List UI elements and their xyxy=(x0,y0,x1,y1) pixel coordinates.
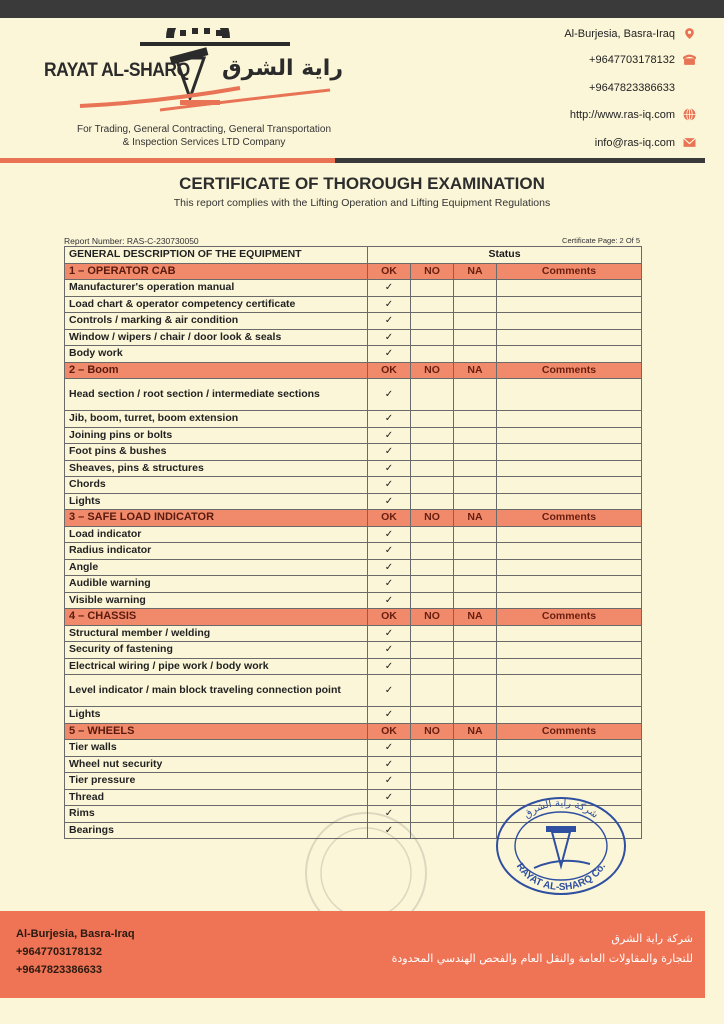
na-cell xyxy=(454,526,497,543)
no-cell xyxy=(411,460,454,477)
table-row xyxy=(65,411,642,428)
report-number: Report Number: RAS-C-230730050 xyxy=(64,236,199,246)
na-cell xyxy=(454,493,497,510)
na-cell xyxy=(454,346,497,363)
comments-cell xyxy=(497,658,642,675)
table-row xyxy=(65,313,642,330)
table-row xyxy=(65,740,642,757)
no-cell xyxy=(411,559,454,576)
no-cell xyxy=(411,444,454,461)
table-row xyxy=(65,329,642,346)
no-cell xyxy=(411,526,454,543)
ok-checkmark: ✓ xyxy=(368,642,411,659)
ok-checkmark: ✓ xyxy=(368,658,411,675)
section-header-row xyxy=(65,723,642,740)
company-seal-stamp xyxy=(494,796,628,896)
table-row xyxy=(65,625,642,642)
no-cell xyxy=(411,658,454,675)
general-description-header: GENERAL DESCRIPTION OF THE EQUIPMENT xyxy=(65,247,368,264)
no-cell xyxy=(411,477,454,494)
comments-cell xyxy=(497,313,642,330)
ok-checkmark: ✓ xyxy=(368,756,411,773)
no-cell xyxy=(411,296,454,313)
footer-ar-line-2: للتجارة والمقاولات العامة والنقل العام والفحص الهندسي المحدودة xyxy=(391,952,693,965)
ok-column-header: OK xyxy=(368,510,411,527)
section-title: 3 – SAFE LOAD INDICATOR xyxy=(65,510,368,527)
item-description: Joining pins or bolts xyxy=(65,427,368,444)
company-tagline-2: & Inspection Services LTD Company xyxy=(122,137,286,148)
item-description: Structural member / welding xyxy=(65,625,368,642)
mail-icon xyxy=(683,136,696,149)
table-row xyxy=(65,576,642,593)
comments-cell xyxy=(497,559,642,576)
contact-email[interactable]: info@ras-iq.com xyxy=(595,136,696,149)
ok-checkmark: ✓ xyxy=(368,806,411,823)
na-cell xyxy=(454,313,497,330)
na-cell xyxy=(454,296,497,313)
na-cell xyxy=(454,543,497,560)
item-description: Security of fastening xyxy=(65,642,368,659)
comments-cell xyxy=(497,526,642,543)
table-row xyxy=(65,493,642,510)
na-cell xyxy=(454,658,497,675)
table-row xyxy=(65,477,642,494)
na-cell xyxy=(454,740,497,757)
table-row xyxy=(65,756,642,773)
ok-checkmark: ✓ xyxy=(368,526,411,543)
table-header-row xyxy=(65,247,642,264)
ok-column-header: OK xyxy=(368,609,411,626)
no-cell xyxy=(411,329,454,346)
comments-cell xyxy=(497,493,642,510)
na-cell xyxy=(454,444,497,461)
na-cell xyxy=(454,773,497,790)
na-cell xyxy=(454,379,497,411)
ok-checkmark: ✓ xyxy=(368,493,411,510)
item-description: Rims xyxy=(65,806,368,823)
brand-name-ar: راية الشرق xyxy=(222,56,344,81)
na-cell xyxy=(454,675,497,707)
comments-column-header: Comments xyxy=(497,609,642,626)
contact-phone-2: +9647823386633 xyxy=(589,81,675,94)
phone-icon xyxy=(683,53,696,66)
item-description: Load indicator xyxy=(65,526,368,543)
comments-cell xyxy=(497,756,642,773)
ok-checkmark: ✓ xyxy=(368,411,411,428)
na-column-header: NA xyxy=(454,609,497,626)
ok-checkmark: ✓ xyxy=(368,329,411,346)
section-header-row xyxy=(65,609,642,626)
comments-cell xyxy=(497,379,642,411)
item-description: Bearings xyxy=(65,822,368,839)
table-row xyxy=(65,444,642,461)
comments-cell xyxy=(497,346,642,363)
ok-checkmark: ✓ xyxy=(368,296,411,313)
footer-contact xyxy=(16,925,135,979)
item-description: Audible warning xyxy=(65,576,368,593)
comments-cell xyxy=(497,740,642,757)
comments-cell xyxy=(497,411,642,428)
table-row xyxy=(65,773,642,790)
no-cell xyxy=(411,576,454,593)
ok-checkmark: ✓ xyxy=(368,625,411,642)
certificate-title: CERTIFICATE OF THOROUGH EXAMINATION xyxy=(179,174,545,193)
ok-checkmark: ✓ xyxy=(368,675,411,707)
company-tagline-1: For Trading, General Contracting, General Transportation xyxy=(76,124,332,135)
na-cell xyxy=(454,592,497,609)
comments-cell xyxy=(497,280,642,297)
no-column-header: NO xyxy=(411,263,454,280)
table-row xyxy=(65,675,642,707)
ok-checkmark: ✓ xyxy=(368,346,411,363)
ok-checkmark: ✓ xyxy=(368,444,411,461)
na-cell xyxy=(454,411,497,428)
no-cell xyxy=(411,346,454,363)
ok-column-header: OK xyxy=(368,263,411,280)
comments-cell xyxy=(497,427,642,444)
table-row xyxy=(65,642,642,659)
globe-icon xyxy=(683,108,696,121)
item-description: Tier walls xyxy=(65,740,368,757)
comments-cell xyxy=(497,444,642,461)
no-column-header: NO xyxy=(411,723,454,740)
item-description: Head section / root section / intermediate sections xyxy=(65,379,368,411)
ok-checkmark: ✓ xyxy=(368,789,411,806)
section-title: 4 – CHASSIS xyxy=(65,609,368,626)
ok-checkmark: ✓ xyxy=(368,460,411,477)
no-cell xyxy=(411,313,454,330)
table-row xyxy=(65,280,642,297)
no-cell xyxy=(411,411,454,428)
inspection-table xyxy=(64,246,642,839)
na-cell xyxy=(454,822,497,839)
section-title: 1 – OPERATOR CAB xyxy=(65,263,368,280)
item-description: Wheel nut security xyxy=(65,756,368,773)
no-column-header: NO xyxy=(411,362,454,379)
comments-cell xyxy=(497,576,642,593)
ok-checkmark: ✓ xyxy=(368,427,411,444)
table-row xyxy=(65,346,642,363)
comments-column-header: Comments xyxy=(497,723,642,740)
na-cell xyxy=(454,789,497,806)
svg-text:شركة راية الشرق: شركة راية الشرق xyxy=(521,797,601,821)
status-header: Status xyxy=(368,247,642,264)
svg-text:RAYAT AL-SHARQ Co.: RAYAT AL-SHARQ Co. xyxy=(513,861,609,894)
table-row xyxy=(65,427,642,444)
table-row xyxy=(65,379,642,411)
no-cell xyxy=(411,493,454,510)
table-row xyxy=(65,559,642,576)
item-description: Chords xyxy=(65,477,368,494)
comments-cell xyxy=(497,477,642,494)
na-column-header: NA xyxy=(454,510,497,527)
comments-cell xyxy=(497,543,642,560)
ok-checkmark: ✓ xyxy=(368,313,411,330)
comments-cell xyxy=(497,773,642,790)
section-header-row xyxy=(65,263,642,280)
footer-ar-line-1: شركة راية الشرق xyxy=(611,932,693,945)
item-description: Body work xyxy=(65,346,368,363)
no-cell xyxy=(411,280,454,297)
section-header-row xyxy=(65,362,642,379)
item-description: Sheaves, pins & structures xyxy=(65,460,368,477)
no-cell xyxy=(411,789,454,806)
item-description: Lights xyxy=(65,493,368,510)
na-cell xyxy=(454,329,497,346)
ok-checkmark: ✓ xyxy=(368,543,411,560)
item-description: Lights xyxy=(65,707,368,724)
comments-cell xyxy=(497,460,642,477)
item-description: Manufacturer's operation manual xyxy=(65,280,368,297)
no-cell xyxy=(411,427,454,444)
item-description: Load chart & operator competency certificate xyxy=(65,296,368,313)
ok-checkmark: ✓ xyxy=(368,822,411,839)
no-column-header: NO xyxy=(411,510,454,527)
comments-cell xyxy=(497,592,642,609)
na-cell xyxy=(454,427,497,444)
item-description: Controls / marking & air condition xyxy=(65,313,368,330)
na-cell xyxy=(454,806,497,823)
ok-checkmark: ✓ xyxy=(368,740,411,757)
ok-checkmark: ✓ xyxy=(368,576,411,593)
ok-checkmark: ✓ xyxy=(368,559,411,576)
table-row xyxy=(65,543,642,560)
section-header-row xyxy=(65,510,642,527)
no-cell xyxy=(411,740,454,757)
na-cell xyxy=(454,756,497,773)
table-row xyxy=(65,296,642,313)
item-description: Level indicator / main block traveling connection point xyxy=(65,675,368,707)
top-dark-bar xyxy=(0,0,724,18)
footer-arabic-name xyxy=(392,929,693,969)
item-description: Visible warning xyxy=(65,592,368,609)
ok-checkmark: ✓ xyxy=(368,477,411,494)
header-divider-accent xyxy=(0,158,335,163)
ok-checkmark: ✓ xyxy=(368,379,411,411)
no-cell xyxy=(411,756,454,773)
footer-phone-1: +9647703178132 xyxy=(16,946,102,958)
na-cell xyxy=(454,625,497,642)
comments-column-header: Comments xyxy=(497,362,642,379)
na-cell xyxy=(454,280,497,297)
comments-column-header: Comments xyxy=(497,263,642,280)
item-description: Jib, boom, turret, boom extension xyxy=(65,411,368,428)
location-icon xyxy=(683,27,696,40)
na-cell xyxy=(454,477,497,494)
ok-checkmark: ✓ xyxy=(368,592,411,609)
no-cell xyxy=(411,592,454,609)
contact-phone-1: +9647703178132 xyxy=(589,53,696,66)
na-cell xyxy=(454,576,497,593)
comments-cell xyxy=(497,642,642,659)
section-title: 5 – WHEELS xyxy=(65,723,368,740)
na-column-header: NA xyxy=(454,362,497,379)
no-cell xyxy=(411,675,454,707)
ok-checkmark: ✓ xyxy=(368,707,411,724)
item-description: Angle xyxy=(65,559,368,576)
item-description: Tier pressure xyxy=(65,773,368,790)
na-cell xyxy=(454,559,497,576)
footer-band xyxy=(0,911,705,998)
comments-cell xyxy=(497,625,642,642)
contact-website[interactable]: http://www.ras-iq.com xyxy=(570,108,696,121)
comments-cell xyxy=(497,296,642,313)
no-cell xyxy=(411,707,454,724)
no-cell xyxy=(411,773,454,790)
section-title: 2 – Boom xyxy=(65,362,368,379)
header-divider-dark xyxy=(335,158,705,163)
no-column-header: NO xyxy=(411,609,454,626)
item-description: Electrical wiring / pipe work / body work xyxy=(65,658,368,675)
comments-column-header: Comments xyxy=(497,510,642,527)
certificate-page: Certificate Page: 2 Of 5 xyxy=(562,236,640,245)
comments-cell xyxy=(497,707,642,724)
no-cell xyxy=(411,543,454,560)
no-cell xyxy=(411,379,454,411)
footer-address: Al-Burjesia, Basra-Iraq xyxy=(16,928,135,940)
na-cell xyxy=(454,460,497,477)
table-row xyxy=(65,592,642,609)
no-cell xyxy=(411,642,454,659)
footer-phone-2: +9647823386633 xyxy=(16,964,102,976)
item-description: Radius indicator xyxy=(65,543,368,560)
item-description: Thread xyxy=(65,789,368,806)
table-row xyxy=(65,460,642,477)
item-description: Foot pins & bushes xyxy=(65,444,368,461)
contact-address: Al-Burjesia, Basra-Iraq xyxy=(564,27,696,40)
ok-checkmark: ✓ xyxy=(368,773,411,790)
certificate-subtitle: This report complies with the Lifting Operation and Lifting Equipment Regulations xyxy=(173,197,551,209)
na-cell xyxy=(454,707,497,724)
comments-cell xyxy=(497,329,642,346)
ok-checkmark: ✓ xyxy=(368,280,411,297)
na-column-header: NA xyxy=(454,263,497,280)
ok-column-header: OK xyxy=(368,362,411,379)
item-description: Window / wipers / chair / door look & seals xyxy=(65,329,368,346)
table-row xyxy=(65,526,642,543)
table-row xyxy=(65,707,642,724)
comments-cell xyxy=(497,675,642,707)
brand-name-en: RAYAT AL-SHARQ xyxy=(44,60,190,81)
na-cell xyxy=(454,642,497,659)
na-column-header: NA xyxy=(454,723,497,740)
table-row xyxy=(65,658,642,675)
no-cell xyxy=(411,625,454,642)
ok-column-header: OK xyxy=(368,723,411,740)
